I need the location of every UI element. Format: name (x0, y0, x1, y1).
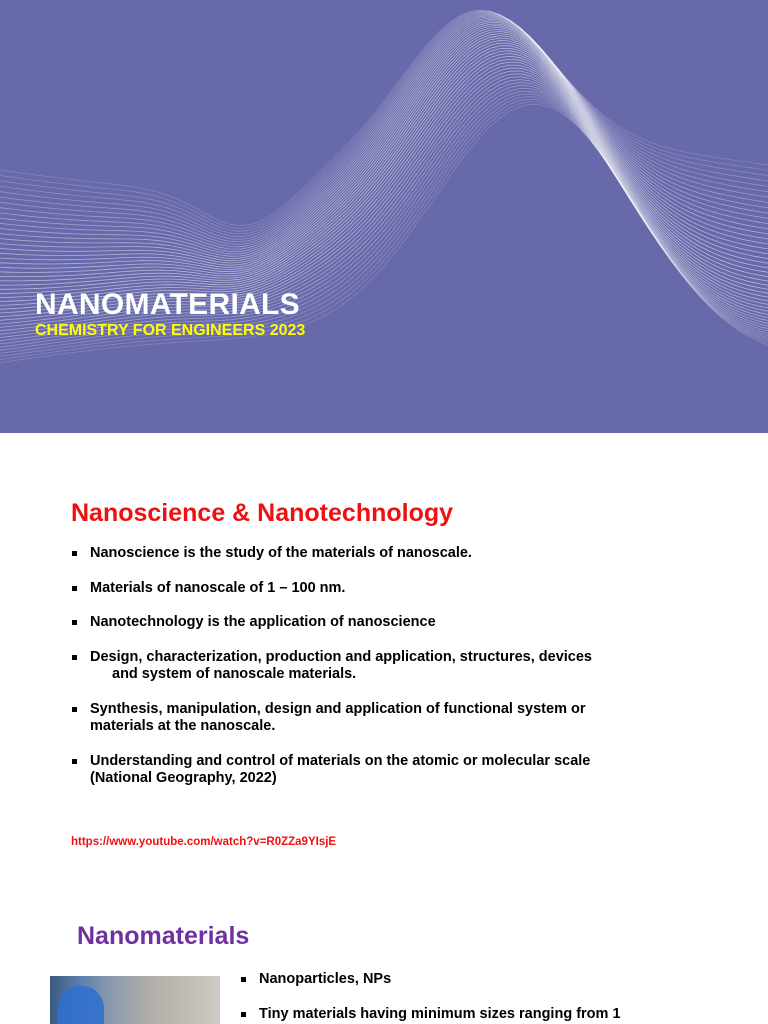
wave-line (0, 10, 768, 228)
youtube-link[interactable]: https://www.youtube.com/watch?v=R0ZZa9YIsjE (71, 836, 337, 848)
list-item: Understanding and control of materials on the atomic or molecular scale (National Geography, 2022) (71, 753, 711, 787)
list-item: Nanoparticles, NPs (240, 971, 710, 988)
bullet-square-icon (72, 759, 77, 764)
nanomaterials-bullet-list (240, 971, 710, 988)
list-item: Synthesis, manipulation, design and application of functional system or materials at the nanoscale. (71, 701, 711, 735)
gloved-hand-photo (50, 976, 220, 1024)
nanoscience-bullet-list (71, 614, 711, 631)
glove-shape (58, 986, 104, 1024)
nanoscience-bullet-list (71, 580, 711, 597)
list-item: Nanoscience is the study of the materials of nanoscale. (71, 545, 711, 562)
wave-line (0, 17, 768, 249)
bullet-square-icon (72, 655, 77, 660)
wave-lines-graphic (0, 0, 768, 433)
bullet-square-icon (72, 620, 77, 625)
nanoscience-bullet-list (71, 753, 711, 787)
nanoscience-heading: Nanoscience & Nanotechnology (71, 499, 454, 527)
bullet-square-icon (72, 586, 77, 591)
bullet-square-icon (241, 1012, 246, 1017)
list-item: Tiny materials having minimum sizes ranging from 1 (240, 1006, 710, 1023)
title-slide (0, 0, 768, 433)
nanomaterials-bullet-list (240, 1006, 710, 1023)
wave-line (0, 54, 768, 302)
wave-line (0, 19, 768, 254)
list-item: Nanotechnology is the application of nanoscience (71, 614, 711, 631)
nanomaterials-heading: Nanomaterials (77, 922, 250, 950)
nanoscience-bullet-list (71, 701, 711, 735)
wave-line (0, 56, 768, 305)
nanoscience-bullet-list (71, 545, 711, 562)
nanoscience-bullet-list (71, 649, 711, 683)
deck-subtitle: CHEMISTRY FOR ENGINEERS 2023 (35, 322, 306, 339)
bullet-square-icon (72, 551, 77, 556)
bullet-square-icon (241, 977, 246, 982)
list-item: Design, characterization, production and application, structures, devices and system of nanoscale materials. (71, 649, 711, 683)
list-item: Materials of nanoscale of 1 – 100 nm. (71, 580, 711, 597)
wave-line (0, 36, 768, 274)
bullet-square-icon (72, 707, 77, 712)
deck-title: NANOMATERIALS (35, 288, 300, 321)
